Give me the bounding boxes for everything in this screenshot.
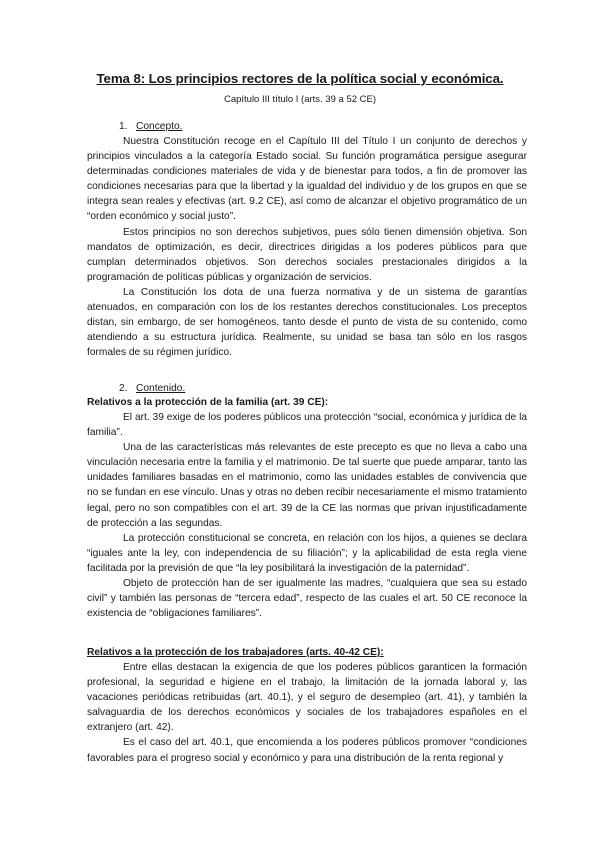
- section-body-concepto: [87, 134, 527, 360]
- page-title: Tema 8: Los principios rectores de la política social y económica.: [96, 71, 504, 86]
- page-subtitle: Capítulo III título I (arts. 39 a 52 CE): [223, 94, 377, 105]
- section-number: 1.: [119, 121, 128, 132]
- paragraph: Objeto de protección han de ser igualmente las madres, “cualquiera que sea su estado civil” y también las personas de “tercera edad”, respecto de las cuales el art. 50 CE reconoce la existencia de “obligaciones familiares”.: [87, 578, 527, 620]
- paragraph: El art. 39 exige de los poderes públicos una protección “social, económica y jurídica de la familia”.: [87, 412, 527, 439]
- section-label: Concepto.: [136, 121, 183, 132]
- paragraph: Entre ellas destacan la exigencia de que los poderes públicos garanticen la formación profesional, la seguridad e higiene en el trabajo, la limitación de la jornada laboral y, las vacaciones periódicas retribuidas (art. 40.1), y el seguro de desempleo (art. 41), y también la salvaguardia de los derechos económicos y sociales de los trabajadores españoles en el extranjero (art. 42).: [87, 662, 527, 734]
- paragraph: Nuestra Constitución recoge en el Capítulo III del Título I un conjunto de derechos y principios vinculados a la categoría Estado social. Su función programática persigue asegurar determinadas condiciones materiales de vida y de bienestar para todos, a fin de promover las condiciones necesarias para que la libertad y la igualdad del individuo y de los grupos en que se integra sean reales y efectivas (art. 9.2 CE), así como de alcanzar el objetivo programático de un “orden económico y social justo”.: [87, 136, 527, 223]
- section-number: 2.: [119, 383, 128, 394]
- subsection-body-familia: [87, 410, 527, 621]
- paragraph: Es el caso del art. 40.1, que encomienda a los poderes públicos promover “condiciones favorables para el progreso social y económico y para una distribución de la renta regional y: [87, 737, 527, 764]
- paragraph: La Constitución los dota de una fuerza normativa y de un sistema de garantías atenuados, en comparación con los de los restantes derechos constitucionales. Los preceptos distan, sin embargo, de ser homogéneos, tanto desde el punto de vista de su contenido, como atendiendo a su estructura jurídica. Realmente, su unidad se basa tan sólo en los rasgos formales de su régimen jurídico.: [87, 286, 527, 359]
- subsection-body-trabajadores: [87, 660, 527, 766]
- subsection-heading-trabajadores: [87, 645, 384, 660]
- paragraph: La protección constitucional se concreta, en relación con los hijos, a quienes se declara “iguales ante la ley, con independencia de su filiación”; y la aplicabilidad de esta regla viene facilitada por la previsión de que “la ley posibilitará la investigación de la paternidad”.: [87, 532, 527, 574]
- section-label: Contenido.: [136, 383, 186, 394]
- section-heading-concepto: [119, 119, 182, 134]
- subsection-label: Relativos a la protección de los trabajadores (arts. 40-42 CE):: [87, 647, 384, 658]
- paragraph: Estos principios no son derechos subjetivos, pues sólo tienen dimensión objetiva. Son mandatos de optimización, es decir, directrices dirigidas a los poderes públicos para que cumplan determinados objetivos. Son derechos sociales prestacionales dirigidos a la programación de políticas públicas y organización de servicios.: [87, 226, 527, 283]
- subsection-heading-familia: Relativos a la protección de la familia (art. 39 CE):: [87, 397, 329, 408]
- paragraph: Una de las características más relevantes de este precepto es que no lleva a cabo una vinculación necesaria entre la familia y el matrimonio. De tal suerte que puede amparar, tanto las unidades familiares basadas en el matrimonio, como las unidades estables de convivencia que no se fundan en ese vínculo. Unas y otras no deben recibir necesariamente el mismo tratamiento legal, pero no son compatibles con el art. 39 de la CE las normas que privan injustificadamente de protección a las segundas.: [87, 442, 527, 529]
- section-heading-contenido: [119, 381, 185, 396]
